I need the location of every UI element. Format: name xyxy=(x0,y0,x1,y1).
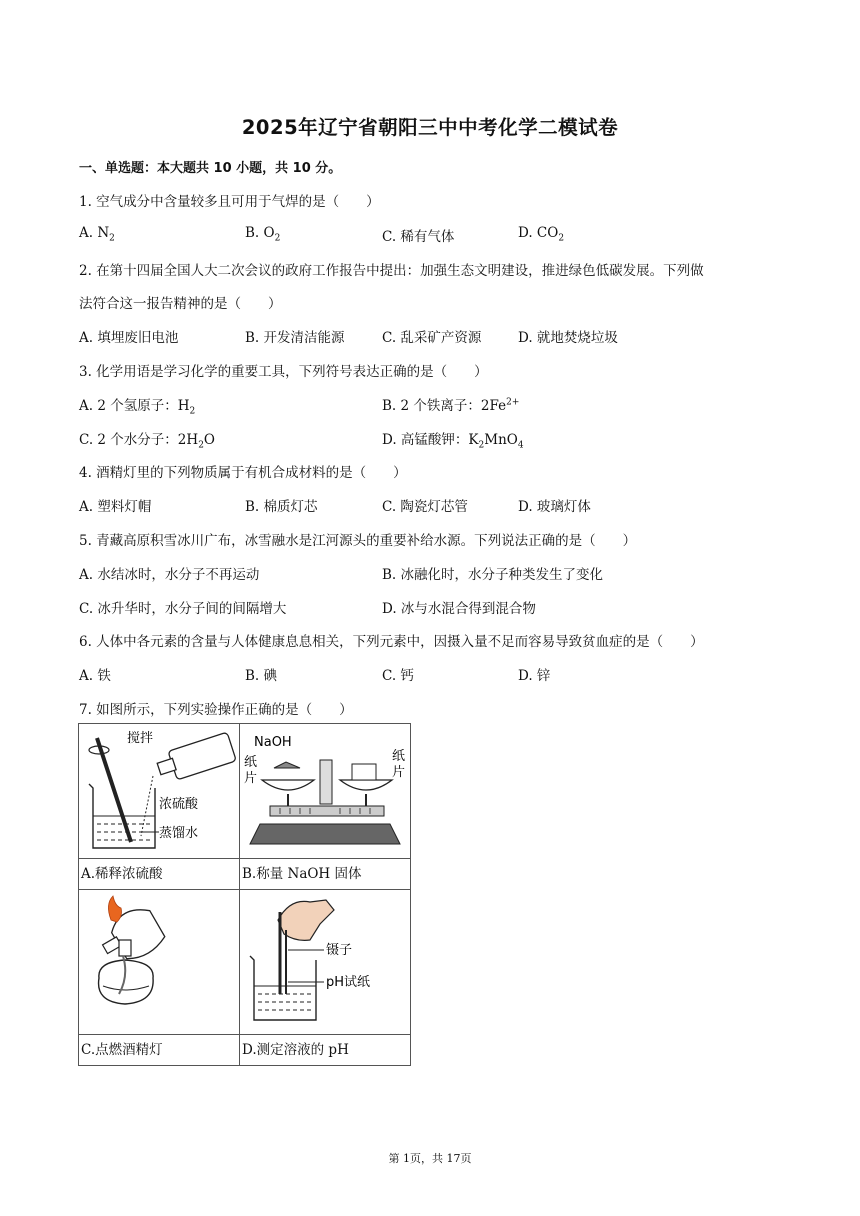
flame-icon xyxy=(108,896,121,922)
q3-option-a: A. 2 个氢原子：$H_2$ xyxy=(79,398,196,417)
label-ph-paper: pH试纸 xyxy=(326,975,371,990)
q6-stem: 6. 人体中各元素的含量与人体健康息息相关，下列元素中，因摄入量不足而容易导致贫血症的是（ ） xyxy=(79,634,704,650)
balance-illustration xyxy=(240,724,410,854)
q3-option-b: B. 2 个铁离子：$2Fe^{2+}$ xyxy=(382,397,520,414)
q3-option-c: C. 2 个水分子：$2H_2O$ xyxy=(79,432,215,451)
label-stir: 搅拌 xyxy=(127,731,154,746)
q4-option-b: B. 棉质灯芯 xyxy=(245,499,318,515)
label-paper-left-2: 片 xyxy=(244,771,258,786)
figure-light-lamp xyxy=(79,890,240,1035)
alcohol-lamp-illustration xyxy=(79,890,239,1030)
q6-option-a: A. 铁 xyxy=(79,668,111,684)
q4-stem: 4. 酒精灯里的下列物质属于有机合成材料的是（ ） xyxy=(79,465,407,481)
q1-stem: 1. 空气成分中含量较多且可用于气焊的是（ ） xyxy=(79,194,380,210)
label-paper-right-1: 纸 xyxy=(392,749,406,764)
page-footer: 第 1页，共 17页 xyxy=(388,1152,472,1165)
q4-option-c: C. 陶瓷灯芯管 xyxy=(382,499,468,515)
q1-option-d: D. $CO_2$ xyxy=(518,225,565,244)
q1-option-b: B. $O_2$ xyxy=(245,225,281,244)
q7-figure-table xyxy=(78,723,411,1066)
acid-bottle xyxy=(155,732,237,784)
q6-option-c: C. 钙 xyxy=(382,668,414,684)
section-heading: 一、单选题：本大题共 10 小题，共 10 分。 xyxy=(79,161,342,176)
caption-b: B.称量 NaOH 固体 xyxy=(240,859,411,890)
q3-stem: 3. 化学用语是学习化学的重要工具，下列符号表达正确的是（ ） xyxy=(79,364,488,380)
q5-option-c: C. 冰升华时，水分子间的间隔增大 xyxy=(79,601,287,617)
q3-option-d: D. 高锰酸钾：$K_2MnO_4$ xyxy=(382,432,524,451)
caption-a: A.稀释浓硫酸 xyxy=(79,859,240,890)
left-pan xyxy=(262,780,314,790)
q1-option-c: C. 稀有气体 xyxy=(382,229,455,245)
balance-base xyxy=(250,824,400,844)
q2-option-d: D. 就地焚烧垃圾 xyxy=(518,330,618,346)
label-water: 蒸馏水 xyxy=(159,826,199,841)
q5-stem: 5. 青藏高原积雪冰川广布，冰雪融水是江河源头的重要补给水源。下列说法正确的是（ ） xyxy=(79,533,637,549)
right-pan xyxy=(340,780,392,790)
caption-c: C.点燃酒精灯 xyxy=(79,1035,240,1066)
q2-option-a: A. 填埋废旧电池 xyxy=(79,330,179,346)
q5-option-a: A. 水结冰时，水分子不再运动 xyxy=(79,567,260,583)
q2-option-b: B. 开发清洁能源 xyxy=(245,330,345,346)
exam-title: 2025年辽宁省朝阳三中中考化学二模试卷 xyxy=(241,116,619,139)
label-paper-right-2: 片 xyxy=(392,765,406,780)
q2-stem-line2: 法符合这一报告精神的是（ ） xyxy=(79,296,282,312)
figure-dilute-acid xyxy=(79,724,240,859)
dilute-acid-illustration xyxy=(79,724,239,854)
label-naoh: NaOH xyxy=(254,735,292,750)
ph-test-illustration xyxy=(240,890,410,1030)
q1-option-a: A. $N_2$ xyxy=(79,225,115,244)
q5-option-d: D. 冰与水混合得到混合物 xyxy=(382,601,536,617)
label-tweezers: 镊子 xyxy=(326,943,353,958)
figure-weigh-naoh xyxy=(240,724,411,859)
q6-option-d: D. 锌 xyxy=(518,668,551,684)
q4-option-d: D. 玻璃灯体 xyxy=(518,499,591,515)
q6-option-b: B. 碘 xyxy=(245,668,278,684)
label-conc-acid: 浓硫酸 xyxy=(159,797,199,812)
q4-option-a: A. 塑料灯帽 xyxy=(79,499,152,515)
figure-measure-ph xyxy=(240,890,411,1035)
q2-stem-line1: 2. 在第十四届全国人大二次会议的政府工作报告中提出：加强生态文明建设，推进绿色低碳发展。下列做 xyxy=(79,263,704,279)
label-paper-left-1: 纸 xyxy=(244,755,258,770)
q5-option-b: B. 冰融化时，水分子种类发生了变化 xyxy=(382,567,604,583)
q2-option-c: C. 乱采矿产资源 xyxy=(382,330,482,346)
caption-d: D.测定溶液的 pH xyxy=(240,1035,411,1066)
q7-stem: 7. 如图所示，下列实验操作正确的是（ ） xyxy=(79,702,353,718)
